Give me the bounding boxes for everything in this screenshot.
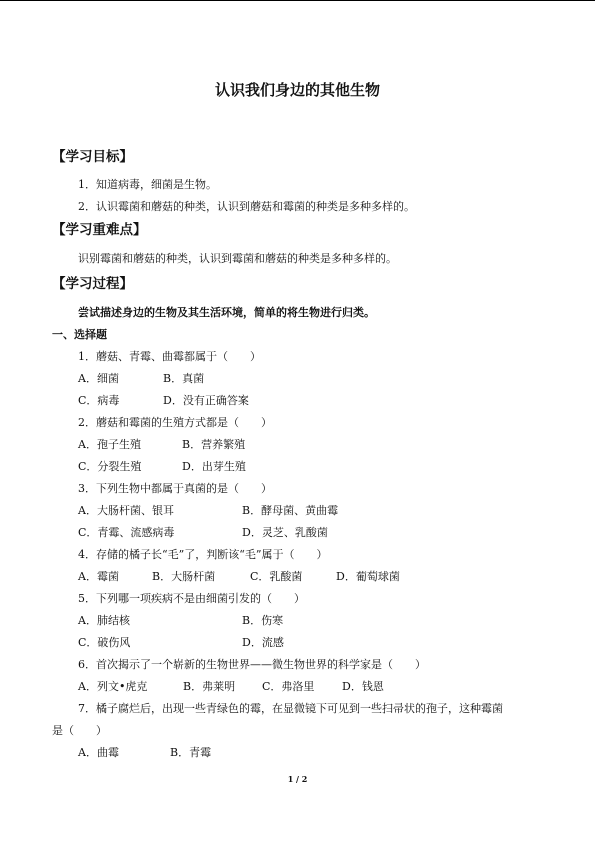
question-stem: 5．下列哪一项疾病不是由细菌引发的（ ） [78,592,305,605]
option: D．灵芝、乳酸菌 [242,526,328,539]
option: C．病毒 [78,394,120,407]
option: D．流感 [242,636,284,649]
choice-heading: 一、选择题 [52,328,107,341]
question-stem: 4．存储的橘子长“毛”了，判断该“毛”属于（ ） [78,548,328,561]
page-number: 1 / 2 [287,774,308,784]
option: C．弗洛里 [262,680,315,693]
option: A．大肠杆菌、银耳 [78,504,174,517]
option: A．细菌 [78,372,119,385]
process-heading: 【学习过程】 [52,276,133,292]
goal-item-1: 1．知道病毒，细菌是生物。 [78,178,217,191]
question-stem: 3．下列生物中都属于真菌的是（ ） [78,482,272,495]
question-stem-continued: 是（ ） [52,724,107,737]
option: B．大肠杆菌 [152,570,216,583]
option: B．酵母菌、黄曲霉 [242,504,339,517]
option: A．肺结核 [78,614,130,627]
option: D．出芽生殖 [182,460,246,473]
option: D．钱恩 [342,680,384,693]
option: A．孢子生殖 [78,438,141,451]
top-rule [0,0,595,1]
option: A．列文•虎克 [78,680,148,693]
question-stem: 6．首次揭示了一个崭新的生物世界——微生物世界的科学家是（ ） [78,658,426,671]
key-points-text: 识别霉菌和蘑菇的种类，认识到霉菌和蘑菇的种类是多种多样的。 [78,252,397,265]
key-points-heading: 【学习重难点】 [52,222,147,238]
question-stem: 7．橘子腐烂后，出现一些青绿色的霉，在显微镜下可见到一些扫帚状的孢子，这种霉菌 [78,702,503,715]
option: B．营养繁殖 [182,438,246,451]
option: C．乳酸菌 [250,570,303,583]
process-intro: 尝试描述身边的生物及其生活环境，简单的将生物进行归类。 [78,306,375,319]
question-stem: 1．蘑菇、青霉、曲霉都属于（ ） [78,350,261,363]
goals-heading: 【学习目标】 [52,149,133,165]
option: A．霉菌 [78,570,119,583]
option: A．曲霉 [78,746,119,759]
option: B．青霉 [170,746,212,759]
page-title: 认识我们身边的其他生物 [214,81,380,99]
option: D．葡萄球菌 [336,570,400,583]
question-stem: 2．蘑菇和霉菌的生殖方式都是（ ） [78,416,272,429]
option: C．破伤风 [78,636,131,649]
option: C．青霉、流感病毒 [78,526,175,539]
option: B．弗莱明 [183,680,236,693]
goal-item-2: 2．认识霉菌和蘑菇的种类，认识到蘑菇和霉菌的种类是多种多样的。 [78,200,415,213]
option: B．伤寒 [242,614,284,627]
option: C．分裂生殖 [78,460,142,473]
option: D．没有正确答案 [163,394,249,407]
option: B．真菌 [163,372,205,385]
